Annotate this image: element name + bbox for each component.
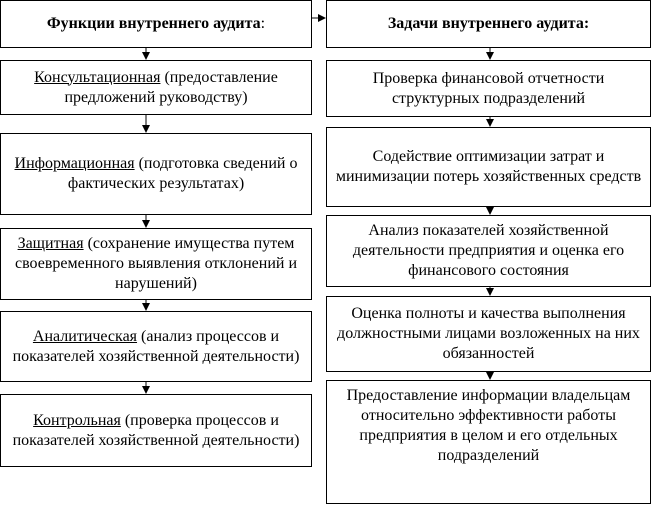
function-name: Консультационная bbox=[34, 68, 161, 86]
function-desc: (подготовка сведений о фактических результатах) bbox=[67, 155, 298, 192]
tasks-header-text: Задачи внутреннего аудита: bbox=[387, 15, 590, 32]
function-desc: (анализ процессов и показателей хозяйственной деятельности) bbox=[12, 327, 300, 365]
task-text: Оценка полноты и качества выполнения должностными лицами возложенных на них обязанностей bbox=[337, 305, 640, 362]
task-text: Предоставление информации владельцам относительно эффективности работы предприятия в целом и его отдельных подразделений bbox=[346, 387, 631, 464]
function-name: Контрольная bbox=[33, 411, 121, 429]
function-name: Информационная bbox=[14, 155, 135, 172]
function-name: Защитная bbox=[17, 235, 84, 252]
function-name: Аналитическая bbox=[32, 327, 138, 345]
functions-header-colon: : bbox=[260, 15, 266, 32]
function-desc: (сохранение имущества путем своевременного выявления отклонений и нарушений) bbox=[14, 235, 298, 292]
functions-header-text: Функции внутреннего аудита bbox=[46, 15, 261, 32]
task-text: Содействие оптимизации затрат и минимизации потерь хозяйственных средств bbox=[335, 148, 642, 185]
task-text: Проверка финансовой отчетности структурных подразделений bbox=[372, 69, 605, 107]
function-desc: (предоставление предложений руководству) bbox=[64, 68, 278, 106]
task-text: Анализ показателей хозяйственной деятельности предприятия и оценка его финансового состояния bbox=[352, 222, 625, 279]
function-desc: (проверка процессов и показателей хозяйственной деятельности) bbox=[12, 411, 300, 449]
